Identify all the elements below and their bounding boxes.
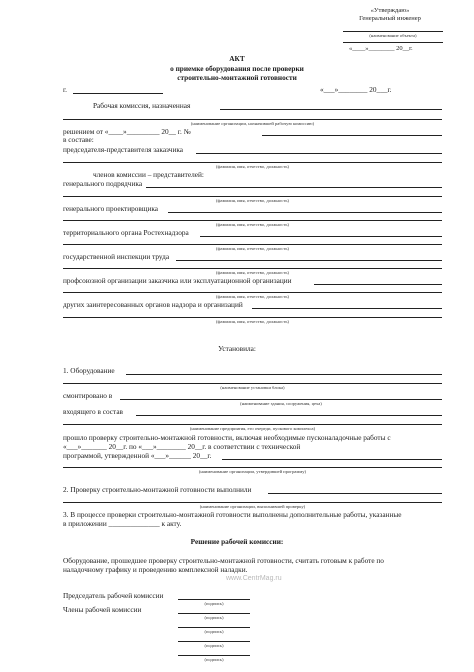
part-of-line-1: [136, 415, 442, 416]
other-organizations-line-1: [252, 308, 442, 309]
decision-text-1: Оборудование, прошедшее проверку строительно-монтажной готовности, считать готовым к работе по: [63, 556, 384, 565]
general-contractor-label: генерального подрядчика: [63, 179, 143, 188]
labor-inspection-line-2: [63, 268, 442, 269]
general-designer-line-1: [168, 212, 442, 213]
general-contractor-caption: (фамилия, имя, отчество, должность): [216, 198, 289, 203]
item3-text-1: 3. В процессе проверки строительно-монтажной готовности выполнены дополнительные работы, указанные: [63, 510, 402, 519]
commission-org-line-2: [63, 119, 442, 120]
labor-inspection-line-1: [176, 260, 442, 261]
other-organizations-line-2: [63, 317, 442, 318]
item1-caption: (наименование установки блока): [220, 385, 285, 390]
chairman-signature-label: Председатель рабочей комиссии: [63, 591, 164, 600]
decision-date: решением от «____»_________ 20__ г. №: [63, 127, 191, 136]
member-signature-line-4: [178, 655, 250, 656]
item2-label: 2. Проверку строительно-монтажной готовности выполнили: [63, 485, 252, 494]
act-date: «___»________ 20___г.: [320, 85, 392, 94]
item2-caption: (наименование организации, выполнившей проверку): [199, 504, 306, 509]
member-signature-line-2: [178, 627, 250, 628]
members-signature-label: Члены рабочей комиссии: [63, 605, 142, 614]
city-line: [73, 93, 163, 94]
member-signature-line-1: [178, 613, 250, 614]
act-title: АКТ: [229, 54, 245, 63]
approval-date: «____»________ 20__г.: [349, 45, 413, 52]
act-subtitle-1: о приемке оборудования после проверки: [170, 64, 304, 73]
chairman-line-1: [196, 153, 442, 154]
members-intro: членов комиссии – представителей:: [93, 170, 204, 179]
member-signature-caption-1: (подпись): [204, 615, 224, 620]
item2-line-2: [63, 502, 442, 503]
trade-union-label: профсоюзной организации заказчика или эксплуатационной организации: [63, 276, 292, 285]
general-contractor-line-2: [63, 196, 442, 197]
other-organizations-label: других заинтересованных органов надзора и организаций: [63, 300, 243, 309]
watermark: www.CentrMag.ru: [226, 575, 282, 582]
check-program-line-1: [222, 459, 442, 460]
rostechnadzor-line-1: [200, 236, 442, 237]
approval-position: Генеральный инженер: [359, 15, 421, 22]
approval-object-caption: (наименование объекта): [369, 33, 417, 38]
part-of-label: входящего в состав: [63, 407, 124, 416]
check-program-caption: (наименование организации, утвердившей программу): [198, 469, 307, 474]
member-signature-caption-2: (подпись): [204, 629, 224, 634]
member-signature-caption-3: (подпись): [204, 643, 224, 648]
check-text-3: программой, утвержденной «___»______ 20__г.: [63, 451, 212, 460]
check-text-2: «___»_______ 20__г. по «___»________ 20__г. в соответствии с технической: [63, 442, 301, 451]
decision-text-2: наладочному графику и проведению комплексной наладки.: [63, 565, 248, 574]
established-heading: Установила:: [218, 344, 256, 353]
general-designer-caption: (фамилия, имя, отчество, должность): [216, 222, 289, 227]
rostechnadzor-caption: (фамилия, имя, отчество, должность): [216, 246, 289, 251]
chairman-signature-line: [178, 599, 250, 600]
rostechnadzor-line-2: [63, 244, 442, 245]
mounted-caption: (наименование здания, сооружения, цеха): [240, 401, 322, 406]
mounted-line: [120, 399, 442, 400]
trade-union-line-2: [63, 292, 442, 293]
check-text-1: прошло проверку строительно-монтажной готовности, включая необходимые пусконаладочные работы с: [63, 433, 391, 442]
general-designer-label: генерального проектировщика: [63, 204, 159, 213]
act-subtitle-2: строительно-монтажной готовности: [177, 73, 297, 82]
approval-signature-line: [343, 42, 443, 43]
item2-line-1: [268, 493, 442, 494]
in-composition: в составе:: [63, 135, 94, 144]
item1-label: 1. Оборудование: [63, 366, 115, 375]
other-organizations-caption: (фамилия, имя, отчество, должность): [216, 319, 289, 324]
labor-inspection-caption: (фамилия, имя, отчество, должность): [216, 270, 289, 275]
chairman-caption: (фамилия, имя, отчество, должность): [216, 164, 289, 169]
city-prefix: г.: [63, 85, 67, 94]
item1-line-1: [126, 374, 442, 375]
chairman-signature-caption: (подпись): [204, 601, 224, 606]
approval-title: «Утверждаю»: [370, 7, 410, 14]
general-contractor-line-1: [146, 187, 442, 188]
member-signature-line-3: [178, 641, 250, 642]
commission-intro: Рабочая комиссия, назначенная: [93, 101, 191, 110]
general-designer-line-2: [63, 220, 442, 221]
rostechnadzor-label: территориального органа Ростехнадзора: [63, 228, 189, 237]
item3-text-2: в приложении ______________ к акту.: [63, 519, 182, 528]
trade-union-line-1: [314, 284, 442, 285]
commission-org-line-1: [220, 109, 442, 110]
part-of-line-2: [63, 424, 442, 425]
commission-org-caption: (наименование организации, назначившей рабочую комиссию): [190, 121, 315, 126]
chairman-label: председателя-представителя заказчика: [63, 145, 184, 154]
item1-line-2: [63, 383, 442, 384]
trade-union-caption: (фамилия, имя, отчество, должность): [216, 294, 289, 299]
check-program-line-2: [63, 467, 442, 468]
part-of-caption: (наименование предприятия, его очереди, пускового комплекса): [189, 426, 316, 431]
member-signature-caption-4: (подпись): [204, 657, 224, 662]
approval-object-line: [343, 31, 443, 32]
chairman-line-2: [63, 162, 442, 163]
decision-number-line: [262, 135, 442, 136]
labor-inspection-label: государственной инспекции труда: [63, 252, 170, 261]
decision-heading: Решение рабочей комиссии:: [190, 537, 284, 546]
mounted-label: смонтировано в: [63, 391, 113, 400]
